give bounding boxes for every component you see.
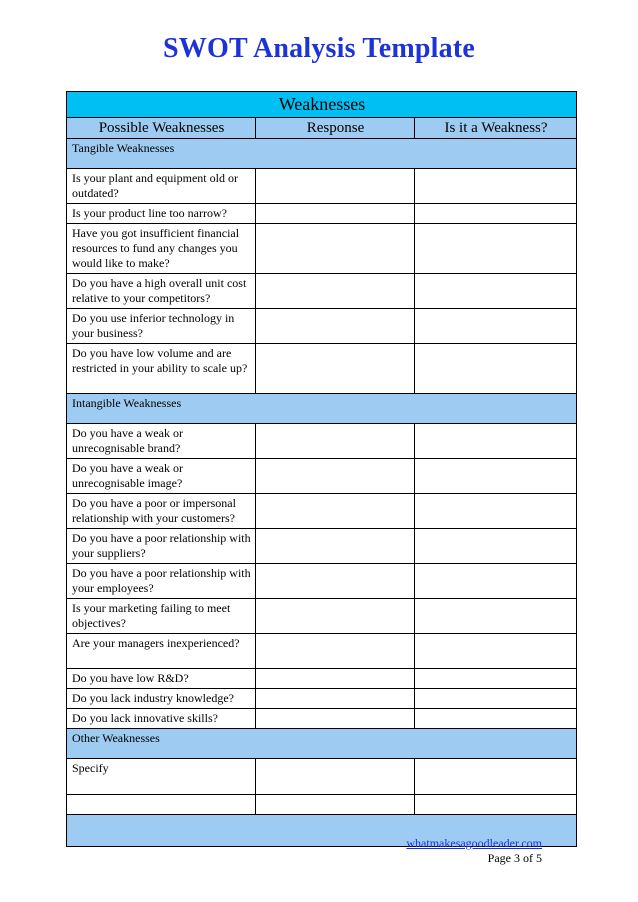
question-cell: Do you lack industry knowledge? bbox=[67, 689, 256, 709]
response-cell[interactable] bbox=[256, 795, 415, 815]
is-weakness-cell[interactable] bbox=[415, 759, 577, 795]
section-label: Tangible Weaknesses bbox=[67, 139, 577, 169]
section-label: Intangible Weaknesses bbox=[67, 394, 577, 424]
question-cell: Specify bbox=[67, 759, 256, 795]
is-weakness-cell[interactable] bbox=[415, 204, 577, 224]
is-weakness-cell[interactable] bbox=[415, 529, 577, 564]
question-cell: Do you have low volume and are restricted in your ability to scale up? bbox=[67, 344, 256, 394]
table-row bbox=[67, 224, 577, 274]
table-row bbox=[67, 709, 577, 729]
table-row bbox=[67, 494, 577, 529]
table-row bbox=[67, 669, 577, 689]
is-weakness-cell[interactable] bbox=[415, 169, 577, 204]
response-cell[interactable] bbox=[256, 599, 415, 634]
is-weakness-cell[interactable] bbox=[415, 564, 577, 599]
response-cell[interactable] bbox=[256, 459, 415, 494]
is-weakness-cell[interactable] bbox=[415, 224, 577, 274]
is-weakness-cell[interactable] bbox=[415, 634, 577, 669]
is-weakness-cell[interactable] bbox=[415, 424, 577, 459]
response-cell[interactable] bbox=[256, 204, 415, 224]
question-cell: Do you have a poor or impersonal relationship with your customers? bbox=[67, 494, 256, 529]
question-cell: Have you got insufficient financial resources to fund any changes you would like to make? bbox=[67, 224, 256, 274]
weaknesses-table bbox=[66, 91, 577, 847]
is-weakness-cell[interactable] bbox=[415, 459, 577, 494]
question-cell: Do you lack innovative skills? bbox=[67, 709, 256, 729]
response-cell[interactable] bbox=[256, 669, 415, 689]
question-cell: Do you have a weak or unrecognisable brand? bbox=[67, 424, 256, 459]
response-cell[interactable] bbox=[256, 344, 415, 394]
page-title: SWOT Analysis Template bbox=[163, 33, 475, 64]
response-cell[interactable] bbox=[256, 169, 415, 204]
response-cell[interactable] bbox=[256, 564, 415, 599]
section-row bbox=[67, 729, 577, 759]
is-weakness-cell[interactable] bbox=[415, 669, 577, 689]
page-footer bbox=[406, 836, 542, 866]
column-header-possible-weaknesses: Possible Weaknesses bbox=[67, 118, 256, 139]
is-weakness-cell[interactable] bbox=[415, 709, 577, 729]
question-cell: Do you have a high overall unit cost relative to your competitors? bbox=[67, 274, 256, 309]
question-cell: Do you have a weak or unrecognisable image? bbox=[67, 459, 256, 494]
response-cell[interactable] bbox=[256, 274, 415, 309]
table-row bbox=[67, 459, 577, 494]
table-row bbox=[67, 795, 577, 815]
question-cell: Do you have low R&D? bbox=[67, 669, 256, 689]
question-cell: Is your product line too narrow? bbox=[67, 204, 256, 224]
table-row bbox=[67, 529, 577, 564]
response-cell[interactable] bbox=[256, 634, 415, 669]
website-link[interactable]: whatmakesagoodleader.com bbox=[406, 836, 542, 850]
section-row bbox=[67, 139, 577, 169]
table-row bbox=[67, 634, 577, 669]
response-cell[interactable] bbox=[256, 759, 415, 795]
question-cell bbox=[67, 795, 256, 815]
table-row bbox=[67, 564, 577, 599]
response-cell[interactable] bbox=[256, 224, 415, 274]
question-cell: Do you have a poor relationship with your suppliers? bbox=[67, 529, 256, 564]
response-cell[interactable] bbox=[256, 424, 415, 459]
table-row bbox=[67, 344, 577, 394]
response-cell[interactable] bbox=[256, 494, 415, 529]
table-row bbox=[67, 689, 577, 709]
table-row bbox=[67, 424, 577, 459]
question-cell: Do you have a poor relationship with your employees? bbox=[67, 564, 256, 599]
table-row bbox=[67, 599, 577, 634]
is-weakness-cell[interactable] bbox=[415, 274, 577, 309]
table-row bbox=[67, 309, 577, 344]
section-label: Other Weaknesses bbox=[67, 729, 577, 759]
response-cell[interactable] bbox=[256, 309, 415, 344]
column-header-is-it-a-weakness: Is it a Weakness? bbox=[415, 118, 577, 139]
is-weakness-cell[interactable] bbox=[415, 689, 577, 709]
table-row bbox=[67, 169, 577, 204]
column-header-row bbox=[67, 118, 577, 139]
is-weakness-cell[interactable] bbox=[415, 344, 577, 394]
question-cell: Is your plant and equipment old or outdated? bbox=[67, 169, 256, 204]
page-number: Page 3 of 5 bbox=[487, 851, 542, 865]
table-row bbox=[67, 204, 577, 224]
table-heading: Weaknesses bbox=[67, 92, 577, 118]
response-cell[interactable] bbox=[256, 709, 415, 729]
table-row bbox=[67, 274, 577, 309]
table-row bbox=[67, 759, 577, 795]
column-header-response: Response bbox=[256, 118, 415, 139]
section-row bbox=[67, 394, 577, 424]
is-weakness-cell[interactable] bbox=[415, 599, 577, 634]
question-cell: Are your managers inexperienced? bbox=[67, 634, 256, 669]
question-cell: Do you use inferior technology in your business? bbox=[67, 309, 256, 344]
response-cell[interactable] bbox=[256, 689, 415, 709]
question-cell: Is your marketing failing to meet objectives? bbox=[67, 599, 256, 634]
table-heading-row bbox=[67, 92, 577, 118]
is-weakness-cell[interactable] bbox=[415, 309, 577, 344]
is-weakness-cell[interactable] bbox=[415, 795, 577, 815]
response-cell[interactable] bbox=[256, 529, 415, 564]
is-weakness-cell[interactable] bbox=[415, 494, 577, 529]
